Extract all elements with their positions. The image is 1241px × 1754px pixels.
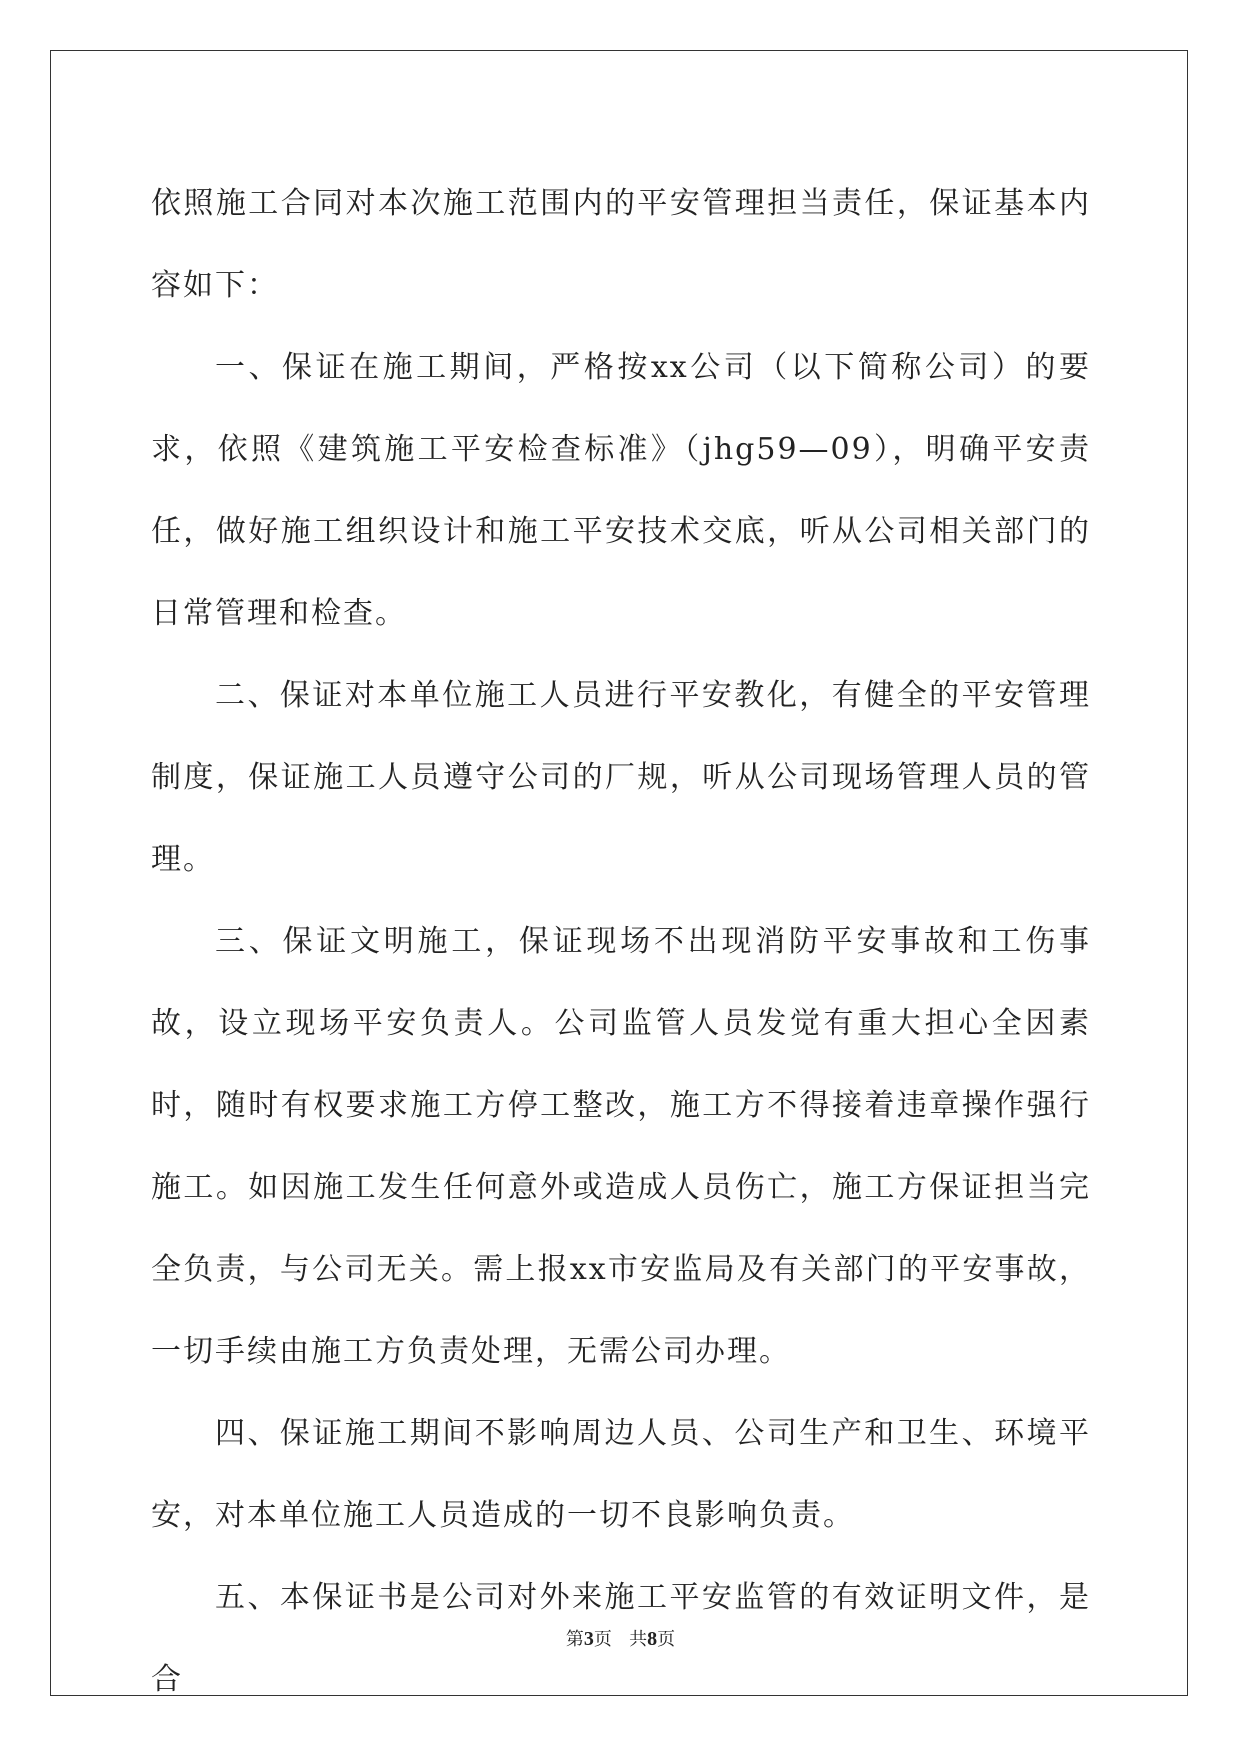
document-body (151, 163, 1091, 1721)
paragraph-clause-4: 四、保证施工期间不影响周边人员、公司生产和卫生、环境平安，对本单位施工人员造成的一切不良影响负责。 (151, 1416, 1091, 1533)
paragraph-clause-1: 一、保证在施工期间，严格按xx公司（以下简称公司）的要求，依照《建筑施工平安检查标准》（jhg59—09），明确平安责任，做好施工组织设计和施工平安技术交底，听从公司相关部门的日常管理和检查。 (151, 350, 1091, 631)
page-footer (0, 1625, 1241, 1651)
total-suffix: 页 (657, 1629, 676, 1650)
paragraph-intro: 依照施工合同对本次施工范围内的平安管理担当责任，保证基本内容如下： (151, 186, 1091, 303)
paragraph-clause-2: 二、保证对本单位施工人员进行平安教化，有健全的平安管理制度，保证施工人员遵守公司的厂规，听从公司现场管理人员的管理。 (151, 678, 1091, 877)
paragraph-clause-5: 五、本保证书是公司对外来施工平安监管的有效证明文件，是合 (151, 1580, 1091, 1697)
total-prefix: 共 (629, 1629, 648, 1650)
page-suffix: 页 (593, 1629, 612, 1650)
paragraph-clause-3: 三、保证文明施工，保证现场不出现消防平安事故和工伤事故，设立现场平安负责人。公司监管人员发觉有重大担心全因素时，随时有权要求施工方停工整改，施工方不得接着违章操作强行施工。如因施工发生任何意外或造成人员伤亡，施工方保证担当完全负责，与公司无关。需上报xx市安监局及有关部门的平安事故，一切手续由施工方负责处理，无需公司办理。 (151, 924, 1091, 1369)
page-prefix: 第 (565, 1629, 584, 1650)
page-number: 3 (583, 1628, 594, 1650)
total-pages: 8 (647, 1628, 658, 1650)
